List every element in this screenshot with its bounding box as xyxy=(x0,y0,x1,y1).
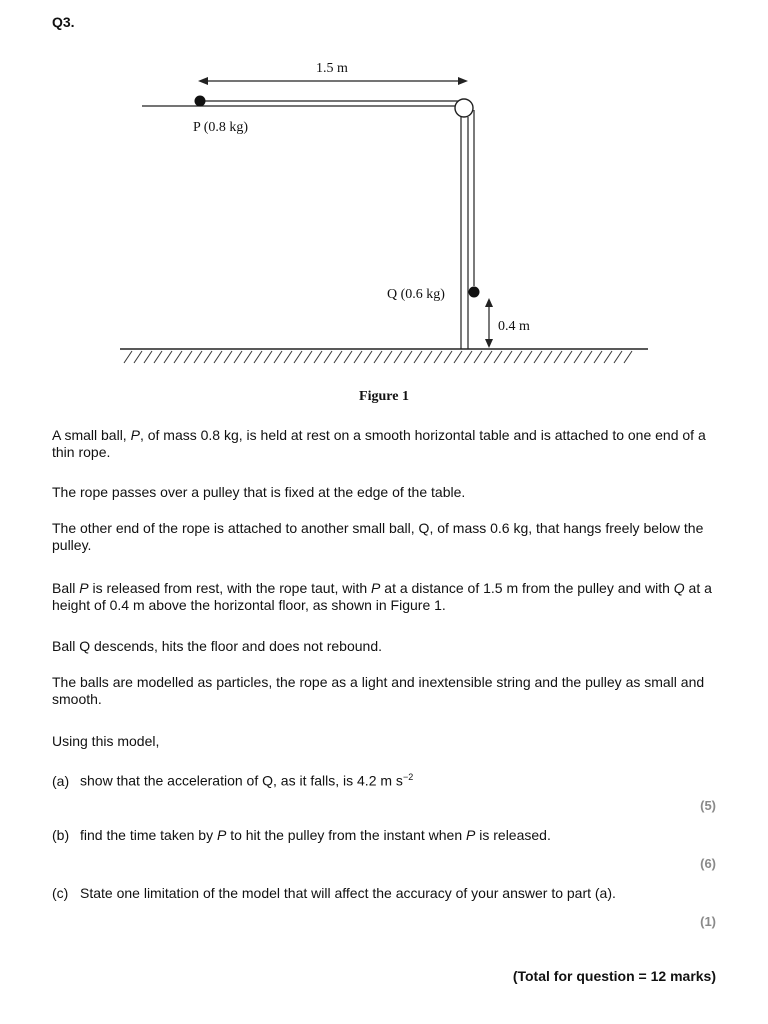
floor-hatch-mark xyxy=(444,351,452,363)
floor-hatch-mark xyxy=(494,351,502,363)
height-arrow-top-head xyxy=(485,298,493,307)
floor-hatch-mark xyxy=(264,351,272,363)
floor-hatch-mark xyxy=(514,351,522,363)
part-c-label: (c) xyxy=(52,885,69,901)
part-a-marks: (5) xyxy=(700,798,716,813)
floor-hatch-mark xyxy=(594,351,602,363)
floor-hatch-mark xyxy=(404,351,412,363)
part-a-label: (a) xyxy=(52,772,70,789)
floor-hatch-mark xyxy=(164,351,172,363)
ball-p-label: P (0.8 kg) xyxy=(193,120,249,135)
part-a: (a) show that the acceleration of Q, as it falls, is 4.2 m $s^{-2}$ xyxy=(52,772,414,789)
part-c-marks: (1) xyxy=(700,914,716,929)
part-b: (b) find the time taken by P to hit the pulley from the instant when P is released. xyxy=(52,827,551,843)
floor-hatch-mark xyxy=(534,351,542,363)
total-marks: (Total for question = 12 marks) xyxy=(512,968,716,984)
floor-hatch-mark xyxy=(284,351,292,363)
floor-hatch-mark xyxy=(364,351,372,363)
floor-hatch-mark xyxy=(504,351,512,363)
part-c: (c) State one limitation of the model that will affect the accuracy of your answer to part (a). xyxy=(52,885,616,901)
floor-hatch-mark xyxy=(604,351,612,363)
floor-hatch-mark xyxy=(394,351,402,363)
floor-hatch-mark xyxy=(294,351,302,363)
paragraph-3: The other end of the rope is attached to another small ball, Q, of mass 0.6 kg, that hangs freely below the pulley. xyxy=(52,520,704,553)
floor-hatch-mark xyxy=(424,351,432,363)
floor-hatch-mark xyxy=(224,351,232,363)
floor-hatch-mark xyxy=(564,351,572,363)
figure-caption: Figure 1 xyxy=(359,389,409,404)
floor-hatch-mark xyxy=(334,351,342,363)
floor-hatch-mark xyxy=(324,351,332,363)
height-arrow-bottom-head xyxy=(485,339,493,348)
floor-hatch-mark xyxy=(254,351,262,363)
floor-hatch-mark xyxy=(204,351,212,363)
ball-p xyxy=(195,96,206,107)
floor-hatch-mark xyxy=(614,351,622,363)
floor-hatch-mark xyxy=(414,351,422,363)
floor-hatch-mark xyxy=(314,351,322,363)
floor-hatch-mark xyxy=(174,351,182,363)
paragraph-7: Using this model, xyxy=(52,733,160,749)
floor-hatching xyxy=(124,351,632,363)
floor-hatch-mark xyxy=(434,351,442,363)
floor-hatch-mark xyxy=(354,351,362,363)
paragraph-1: A small ball, P, of mass 0.8 kg, is held at rest on a smooth horizontal table and is attached to one end of a thin rope. xyxy=(52,427,706,460)
ball-q-label: Q (0.6 kg) xyxy=(387,287,445,302)
floor-hatch-mark xyxy=(144,351,152,363)
floor-hatch-mark xyxy=(374,351,382,363)
floor-hatch-mark xyxy=(214,351,222,363)
ball-q xyxy=(469,287,480,298)
paragraph-5: Ball Q descends, hits the floor and does not rebound. xyxy=(52,638,382,654)
distance-label: 1.5 m xyxy=(316,61,348,76)
figure-1-diagram xyxy=(0,0,768,420)
floor-hatch-mark xyxy=(474,351,482,363)
floor-hatch-mark xyxy=(134,351,142,363)
floor-hatch-mark xyxy=(184,351,192,363)
height-label: 0.4 m xyxy=(498,319,530,334)
floor-hatch-mark xyxy=(554,351,562,363)
paragraph-4: Ball P is released from rest, with the rope taut, with P at a distance of 1.5 m from the pulley and with Q at a height of 0.4 m above the horizontal floor, as shown in Figure 1. xyxy=(52,580,712,613)
distance-arrow-right-head xyxy=(458,77,468,85)
question-number: Q3. xyxy=(52,14,75,30)
distance-arrow-left-head xyxy=(198,77,208,85)
floor-hatch-mark xyxy=(154,351,162,363)
floor-hatch-mark xyxy=(234,351,242,363)
floor-hatch-mark xyxy=(194,351,202,363)
floor-hatch-mark xyxy=(544,351,552,363)
paragraph-2: The rope passes over a pulley that is fixed at the edge of the table. xyxy=(52,484,466,500)
floor-hatch-mark xyxy=(304,351,312,363)
floor-hatch-mark xyxy=(624,351,632,363)
floor-hatch-mark xyxy=(584,351,592,363)
paragraph-6: The balls are modelled as particles, the rope as a light and inextensible string and the pulley as small and smooth. xyxy=(52,674,705,707)
floor-hatch-mark xyxy=(454,351,462,363)
part-b-label: (b) xyxy=(52,827,70,843)
floor-hatch-mark xyxy=(484,351,492,363)
floor-hatch-mark xyxy=(384,351,392,363)
floor-hatch-mark xyxy=(274,351,282,363)
floor-hatch-mark xyxy=(574,351,582,363)
floor-hatch-mark xyxy=(344,351,352,363)
pulley-circle xyxy=(455,99,473,117)
floor-hatch-mark xyxy=(124,351,132,363)
floor-hatch-mark xyxy=(464,351,472,363)
floor-hatch-mark xyxy=(244,351,252,363)
floor-hatch-mark xyxy=(524,351,532,363)
part-b-marks: (6) xyxy=(700,856,716,871)
